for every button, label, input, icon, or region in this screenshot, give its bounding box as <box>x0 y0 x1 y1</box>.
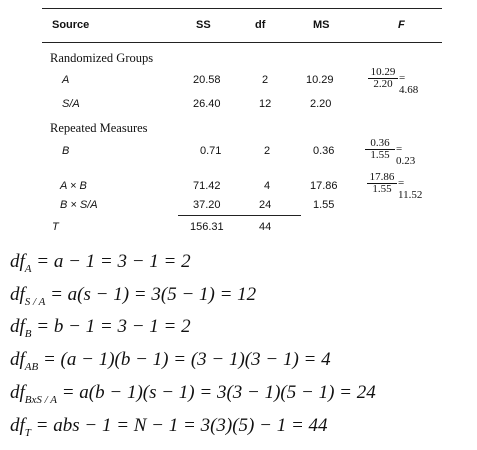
table-top-rule <box>42 8 442 9</box>
row-source-b: B <box>62 145 70 157</box>
equation-rhs: = abs − 1 = N − 1 = 3(3)(5) − 1 = 44 <box>35 415 328 436</box>
equation-lhs: df <box>10 382 25 403</box>
row-a-f-numerator: 10.29 <box>370 66 396 78</box>
row-source-a-times-b: A × B <box>60 180 87 192</box>
row-a-df: 2 <box>262 74 269 86</box>
equation-subscript: B <box>24 327 32 340</box>
equation-df-bxs-over-a <box>10 382 376 406</box>
ss-total-rule <box>178 215 301 216</box>
equation-rhs: = a(b − 1)(s − 1) = 3(3 − 1)(5 − 1) = 24 <box>61 382 376 403</box>
equation-subscript: AB <box>24 360 39 373</box>
row-a-ss: 20.58 <box>193 74 221 86</box>
header-source: Source <box>52 19 90 31</box>
row-bsa-df: 24 <box>259 199 272 211</box>
table-header-rule <box>42 42 442 43</box>
row-total-ss: 156.31 <box>190 221 224 233</box>
header-ms: MS <box>313 19 330 31</box>
equation-rhs: = a − 1 = 3 − 1 = 2 <box>36 251 191 272</box>
equation-rhs: = a(s − 1) = 3(5 − 1) = 12 <box>50 284 257 305</box>
row-ab-df: 4 <box>264 180 271 192</box>
equation-rhs: = (a − 1)(b − 1) = (3 − 1)(3 − 1) = 4 <box>42 349 331 370</box>
equation-lhs: df <box>10 349 25 370</box>
equation-rhs: = b − 1 = 3 − 1 = 2 <box>36 316 191 337</box>
row-a-f-denominator: 2.20 <box>373 78 393 90</box>
row-total-df: 44 <box>259 221 272 233</box>
row-b-ss: 0.71 <box>200 145 222 157</box>
row-ab-f-denominator: 1.55 <box>372 183 392 195</box>
row-a-ms: 10.29 <box>306 74 334 86</box>
row-ab-ms: 17.86 <box>310 180 338 192</box>
row-b-f-numerator: 0.36 <box>370 137 390 149</box>
section-repeated-measures: Repeated Measures <box>50 121 148 135</box>
equation-subscript: A <box>24 262 32 275</box>
row-b-f-denominator: 1.55 <box>370 149 390 161</box>
row-sa-ss: 26.40 <box>193 98 221 110</box>
equation-subscript: S / A <box>24 295 46 308</box>
equation-lhs: df <box>10 251 25 272</box>
equation-subscript: T <box>24 426 31 439</box>
equation-df-ab <box>10 349 331 373</box>
equation-df-b <box>10 316 191 340</box>
row-b-ms: 0.36 <box>313 145 335 157</box>
row-a-f-result: = 4.68 <box>399 72 419 96</box>
equation-df-a <box>10 251 191 275</box>
row-bsa-ss: 37.20 <box>193 199 221 211</box>
row-b-f-result: = 0.23 <box>396 143 416 167</box>
row-source-b-times-s-over-a: B × S/A <box>60 199 98 211</box>
section-randomized-groups: Randomized Groups <box>50 51 154 65</box>
row-ab-ss: 71.42 <box>193 180 221 192</box>
row-sa-df: 12 <box>259 98 272 110</box>
header-f: F <box>398 19 405 31</box>
row-source-s-over-a: S/A <box>62 98 80 110</box>
equation-lhs: df <box>10 415 25 436</box>
row-source-a: A <box>62 74 70 86</box>
header-df: df <box>255 19 266 31</box>
equation-df-s-over-a <box>10 284 256 308</box>
row-source-total: T <box>52 221 59 233</box>
equation-subscript: BxS / A <box>24 393 57 406</box>
equation-lhs: df <box>10 316 25 337</box>
equation-df-t <box>10 415 328 439</box>
row-ab-f-numerator: 17.86 <box>369 171 395 183</box>
header-ss: SS <box>196 19 211 31</box>
equation-lhs: df <box>10 284 25 305</box>
row-ab-f-result: = 11.52 <box>398 177 423 201</box>
row-bsa-ms: 1.55 <box>313 199 335 211</box>
row-sa-ms: 2.20 <box>310 98 332 110</box>
row-b-df: 2 <box>264 145 271 157</box>
